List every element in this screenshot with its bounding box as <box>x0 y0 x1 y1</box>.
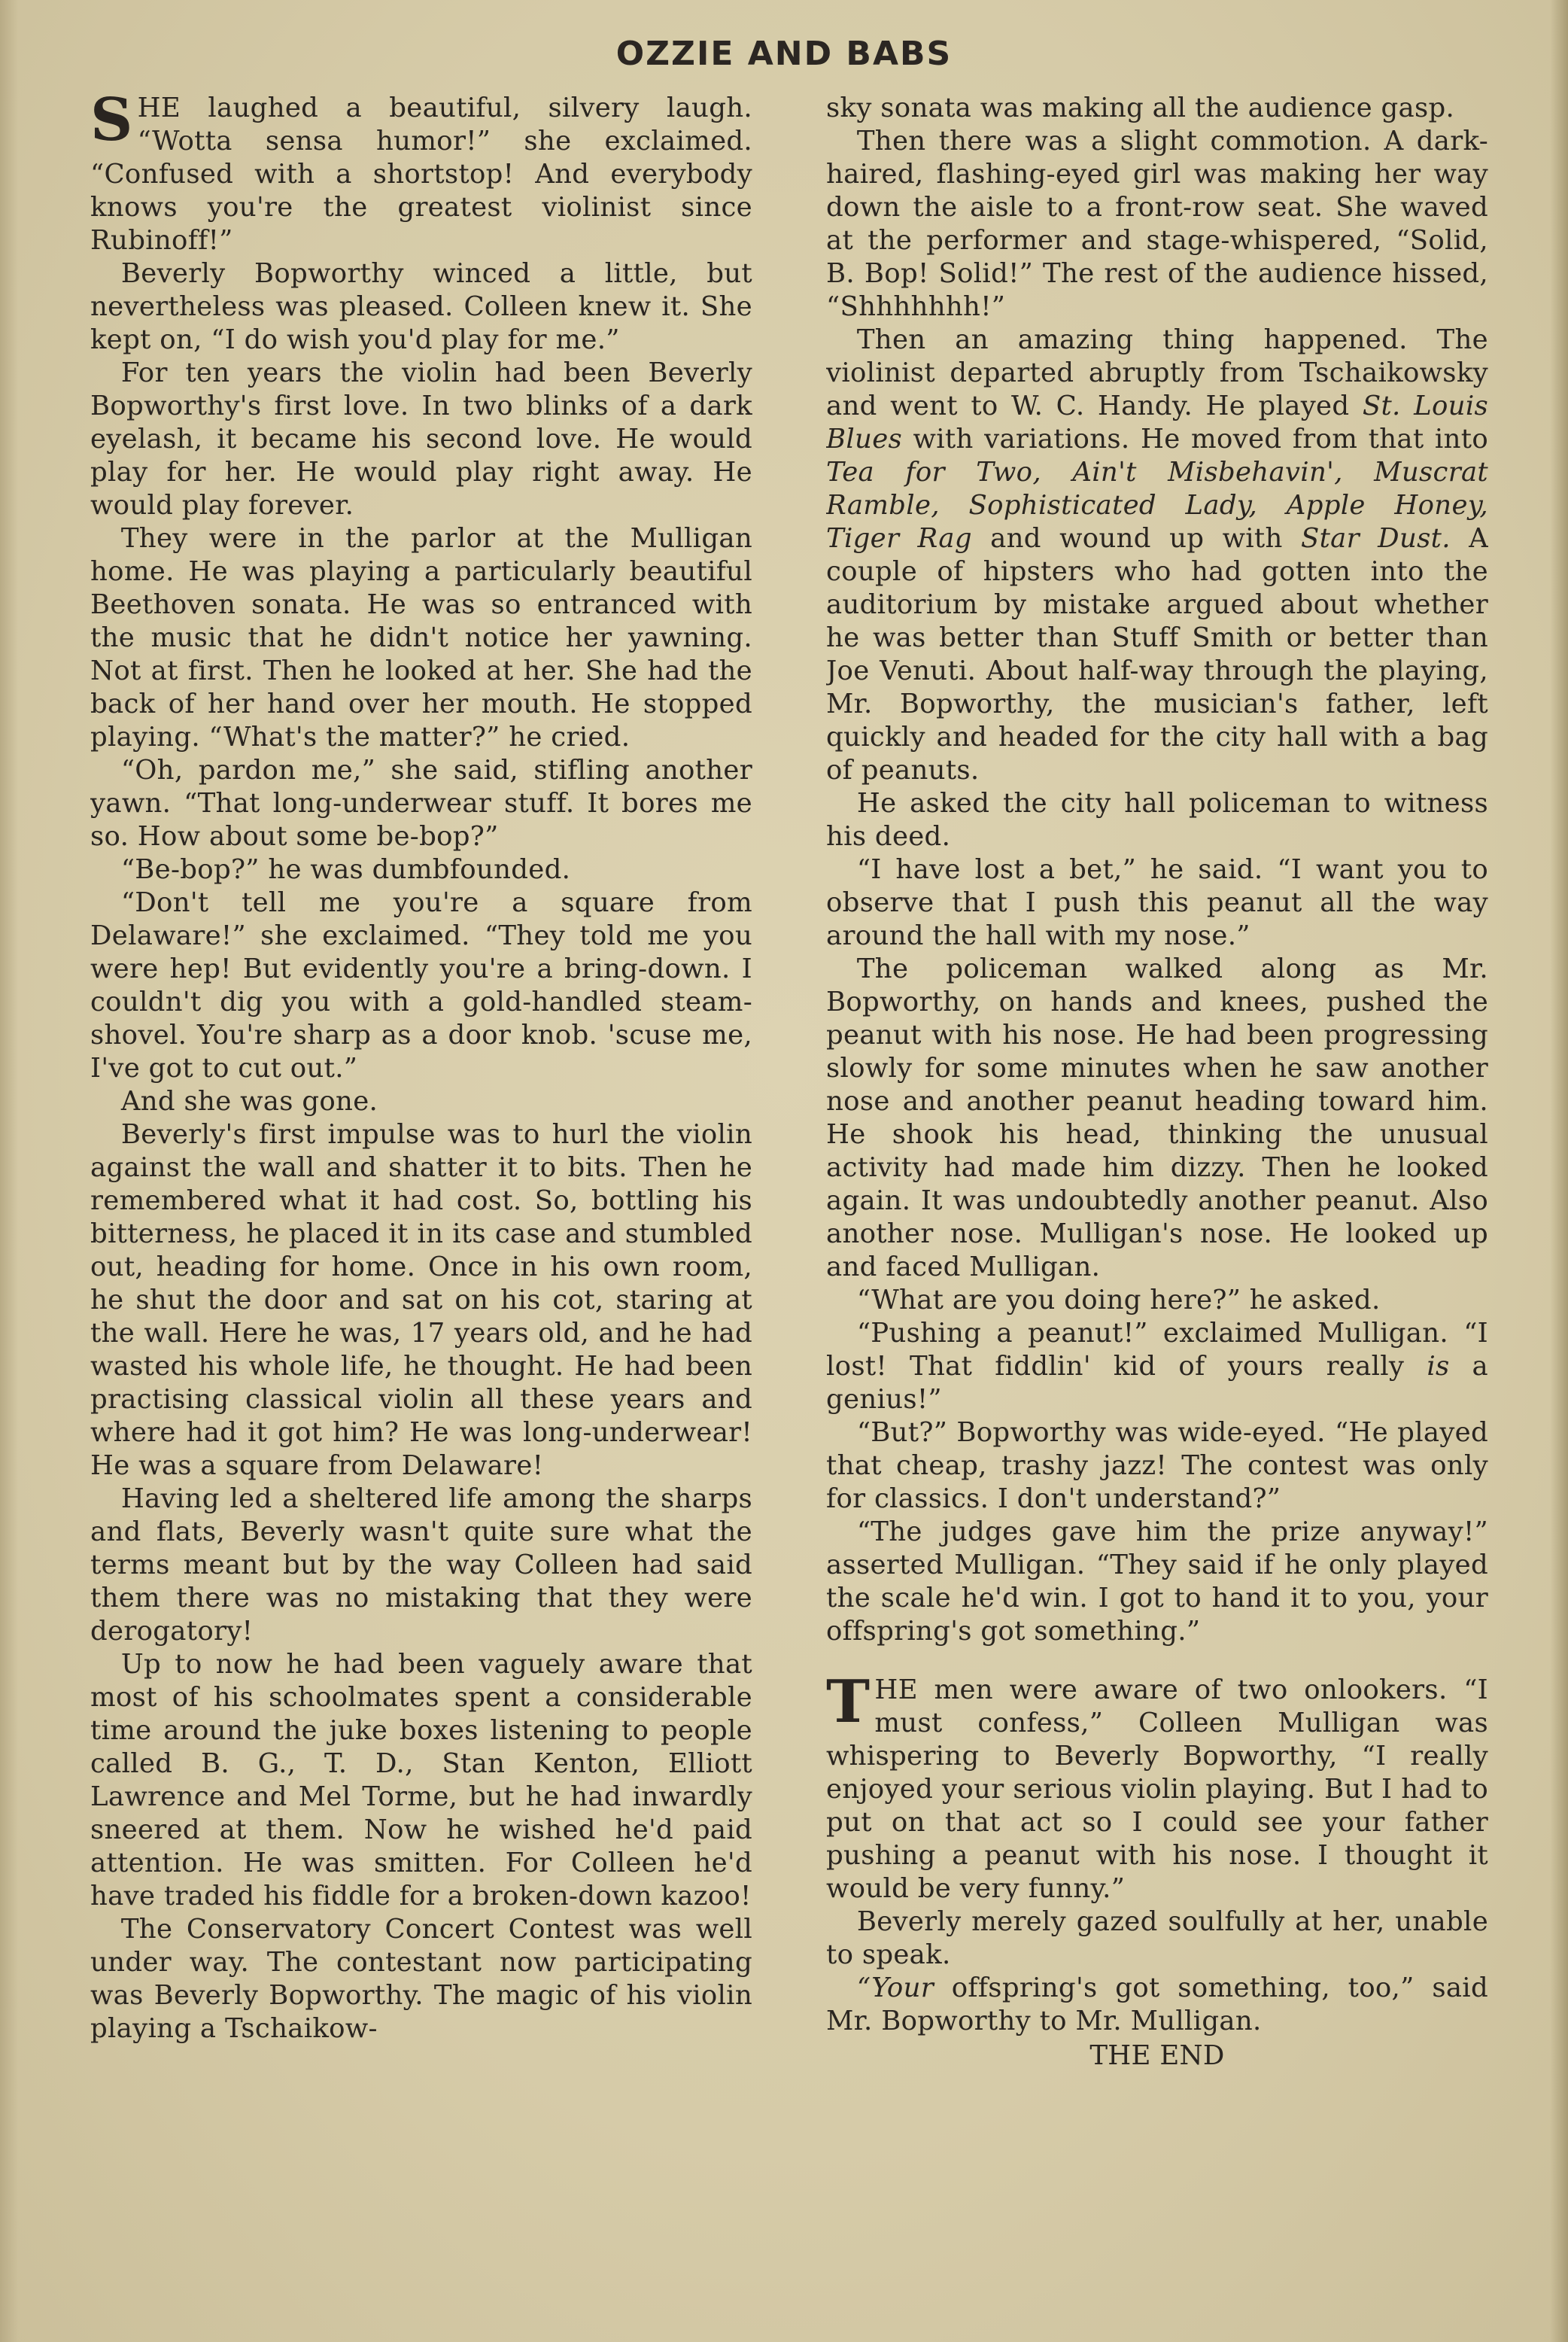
paragraph: And she was gone. <box>120 1086 378 1117</box>
paragraph: For ten years the violin had been Beverly Bopworthy's first love. In two blinks of a dark eyelash, it became his second love. He would play for her. He would play right away. He would play forever. <box>90 357 752 521</box>
left-column <box>90 92 752 2289</box>
paragraph: Then there was a slight commotion. A dark-haired, flashing-eyed girl was making her way down the aisle to a front-row seat. She waved at the performer and stage-whispered, “Solid, B. Bop! Solid!” The rest of the audience hissed, “Shhhhhhh!” <box>826 126 1488 322</box>
paragraph: “Your offspring's got something, too,” said Mr. Bopworthy to Mr. Mulligan. <box>826 1972 1488 2036</box>
paragraph: “I have lost a bet,” he said. “I want you to observe that I push this peanut all the way around the hall with my nose.” <box>826 854 1488 951</box>
paragraph: THE men were aware of two onlookers. “I must confess,” Colleen Mulligan was whispering to Beverly Bopworthy, “I really enjoyed your serious violin playing. But I had to put on that act so I could see your father pushing a peanut with his nose. I thought it would be very funny.” <box>826 1668 1488 1904</box>
section-break <box>826 1648 1488 1674</box>
paragraph: The policeman walked along as Mr. Bopworthy, on hands and knees, pushed the peanut with his nose. He had been progressing slowly for some minutes when he saw another nose and another peanut heading toward him. He shook his head, thinking the unusual activity had made him dizzy. Then he looked again. It was undoubtedly another peanut. Also another nose. Mulligan's nose. He looked up and faced Mulligan. <box>826 954 1488 1282</box>
paragraph: Beverly Bopworthy winced a little, but nevertheless was pleased. Colleen knew it. She kept on, “I do wish you'd play for me.” <box>90 258 752 355</box>
page-edge-shadow-right <box>1550 0 1568 2342</box>
paragraph: He asked the city hall policeman to witness his deed. <box>826 788 1488 852</box>
paragraph: The Conservatory Concert Contest was well under way. The contestant now participating was Beverly Bopworthy. The magic of his violin playing a Tschaikow- <box>90 1914 752 2044</box>
the-end: THE END <box>1089 2040 1225 2071</box>
drop-cap: S <box>90 92 133 154</box>
paragraph: SHE laughed a beautiful, silvery laugh. “Wotta sensa humor!” she exclaimed. “Confused with a shortstop! And everybody knows you're the greatest violinist since Rubinoff!” <box>90 92 752 256</box>
paragraph: Up to now he had been vaguely aware that most of his schoolmates spent a considerable time around the juke boxes listening to people called B. G., T. D., Stan Kenton, Elliott Lawrence and Mel Torme, but he had inwardly sneered at them. Now he wished he'd paid attention. He was smitten. For Colleen he'd have traded his fiddle for a broken-down kazoo! <box>90 1649 752 1912</box>
paragraph: “But?” Bopworthy was wide-eyed. “He played that cheap, trashy jazz! The contest was only for classics. I don't understand?” <box>826 1417 1488 1514</box>
paragraph: “Be-bop?” he was dumbfounded. <box>120 854 571 885</box>
paragraph: “What are you doing here?” he asked. <box>856 1285 1381 1315</box>
drop-cap: T <box>826 1668 871 1736</box>
paragraph: “Pushing a peanut!” exclaimed Mulligan. “I lost! That fiddlin' kid of yours really is a genius!” <box>826 1318 1488 1415</box>
paragraph: Then an amazing thing happened. The violinist departed abruptly from Tschaikowsky and went to W. C. Handy. He played St. Louis Blues with variations. He moved from that into Tea for Two, Ain't Misbehavin', Muscrat Ramble, Sophisticated Lady, Apple Honey, Tiger Rag and wound up with Star Dust. A couple of hipsters who had gotten into the auditorium by mistake argued about whether he was better than Stuff Smith or better than Joe Venuti. About half-way through the playing, Mr. Bopworthy, the musician's father, left quickly and headed for the city hall with a bag of peanuts. <box>826 324 1488 786</box>
paragraph: Beverly's first impulse was to hurl the violin against the wall and shatter it to bits. Then he remembered what it had cost. So, bottling his bitterness, he placed it in its case and stumbled out, heading for home. Once in his own room, he shut the door and sat on his cot, staring at the wall. Here he was, 17 years old, and he had wasted his whole life, he thought. He had been practising classical violin all these years and where had it got him? He was long-underwear! He was a square from Delaware! <box>90 1119 752 1481</box>
paragraph: They were in the parlor at the Mulligan home. He was playing a particularly beautiful Beethoven sonata. He was so entranced with the music that he didn't notice her yawning. Not at first. Then he looked at her. She had the back of her hand over her mouth. He stopped playing. “What's the matter?” he cried. <box>90 523 752 753</box>
running-header: OZZIE AND BABS <box>615 35 953 73</box>
page-edge-shadow-left <box>0 0 18 2342</box>
paragraph: Beverly merely gazed soulfully at her, unable to speak. <box>826 1906 1488 1970</box>
paragraph: “Oh, pardon me,” she said, stifling another yawn. “That long-underwear stuff. It bores me so. How about some be-bop?” <box>90 755 752 852</box>
paragraph: “The judges gave him the prize anyway!” asserted Mulligan. “They said if he only played the scale he'd win. I got to hand it to you, your offspring's got something.” <box>826 1516 1488 1647</box>
paragraph: “Don't tell me you're a square from Delaware!” she exclaimed. “They told me you were hep! But evidently you're a bring-down. I couldn't dig you with a gold-handled steam-shovel. You're sharp as a door knob. 'scuse me, I've got to cut out.” <box>90 887 752 1084</box>
right-column <box>826 92 1488 2289</box>
paragraph: Having led a sheltered life among the sharps and flats, Beverly wasn't quite sure what the terms meant but by the way Colleen had said them there was no mistaking that they were derogatory! <box>90 1483 752 1647</box>
paragraph: sky sonata was making all the audience gasp. <box>826 93 1455 123</box>
